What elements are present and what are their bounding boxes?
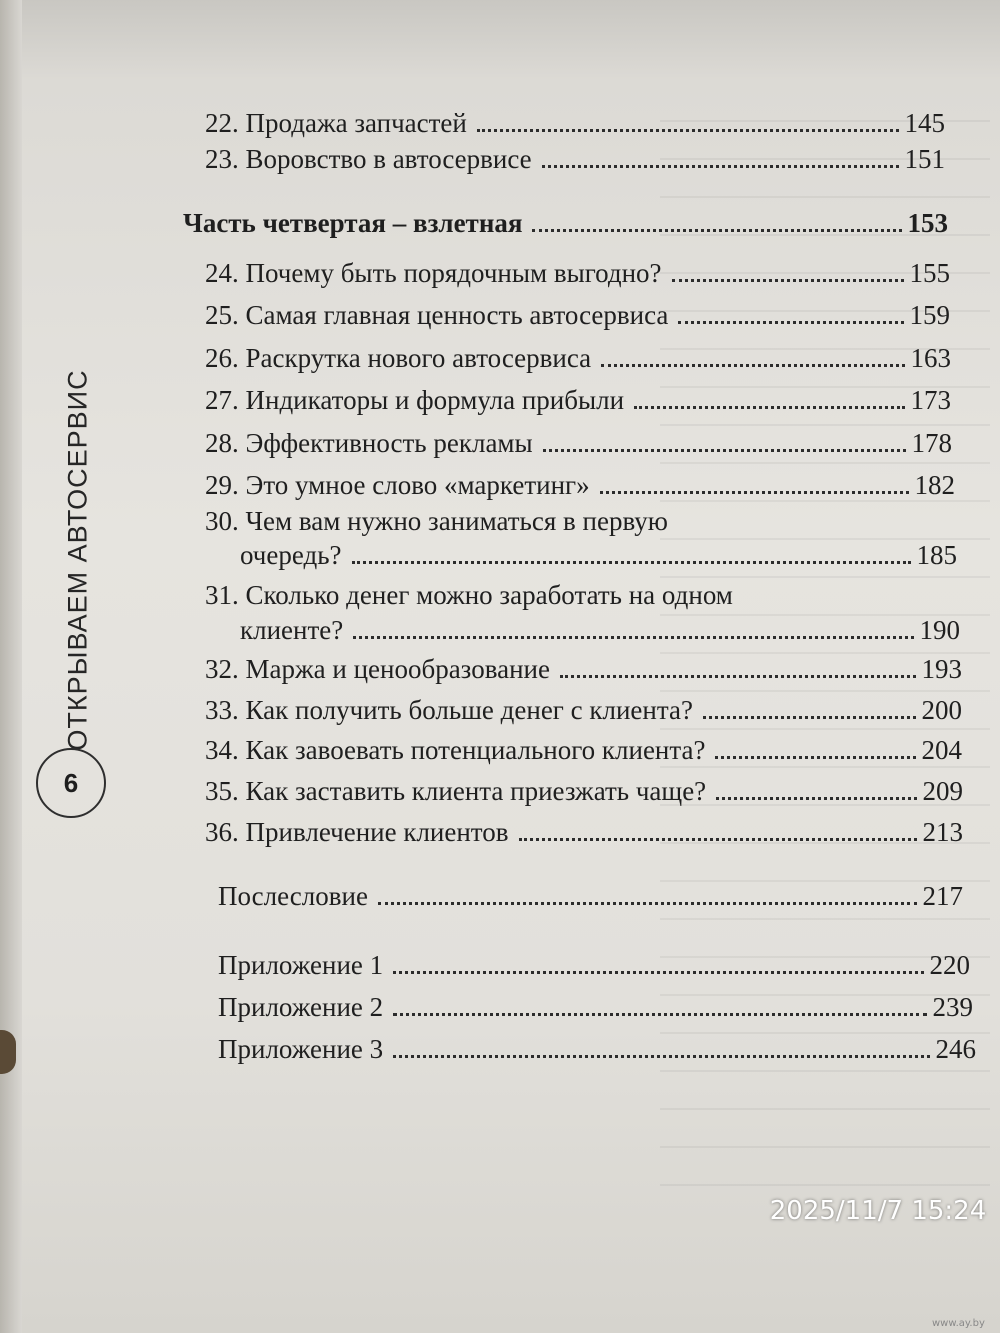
toc-entry-title-line1: 30. Чем вам нужно заниматься в первую bbox=[205, 506, 668, 536]
toc-entry-page: 213 bbox=[922, 817, 963, 847]
toc-leader-dots bbox=[393, 1013, 926, 1016]
toc-entry-page: 200 bbox=[921, 695, 962, 725]
toc-entry-page: 239 bbox=[932, 992, 973, 1022]
site-watermark: www.ay.by bbox=[932, 1318, 985, 1329]
toc-entry-title: 29. Это умное слово «маркетинг» bbox=[205, 470, 590, 500]
toc-leader-dots bbox=[519, 838, 917, 841]
page-number-badge: 6 bbox=[36, 748, 106, 818]
toc-leader-dots bbox=[601, 364, 904, 367]
toc-entry bbox=[240, 542, 957, 569]
toc-entry-page: 151 bbox=[904, 144, 945, 174]
toc-leader-dots bbox=[477, 129, 899, 132]
side-running-title: ОТКРЫВАЕМ АВТОСЕРВИС bbox=[62, 369, 93, 751]
toc-leader-dots bbox=[543, 449, 906, 452]
toc-entry bbox=[205, 778, 963, 805]
toc-leader-dots bbox=[715, 756, 915, 759]
toc-entry-title: 27. Индикаторы и формула прибыли bbox=[205, 385, 625, 415]
toc-entry-page: 182 bbox=[914, 470, 955, 500]
toc-entry-page: 153 bbox=[907, 208, 948, 238]
toc-entry-title: Послесловие bbox=[218, 881, 368, 911]
toc-entry-title: 22. Продажа запчастей bbox=[205, 108, 467, 138]
toc-entry bbox=[205, 387, 951, 414]
toc-entry-page: 246 bbox=[935, 1034, 976, 1064]
toc-entry-title: 24. Почему быть порядочным выгодно? bbox=[205, 258, 662, 288]
toc-entry bbox=[205, 260, 950, 287]
toc-entry-title: 26. Раскрутка нового автосервиса bbox=[205, 343, 592, 373]
toc-entry bbox=[218, 883, 963, 910]
toc-entry-page: 190 bbox=[919, 615, 960, 645]
toc-entry bbox=[205, 146, 945, 173]
toc-leader-dots bbox=[353, 636, 913, 639]
toc-entry-page: 220 bbox=[929, 950, 970, 980]
toc-entry-title-line1: 31. Сколько денег можно заработать на одном bbox=[205, 580, 733, 610]
toc-entry bbox=[205, 737, 962, 764]
toc-entry-title: 23. Воровство в автосервисе bbox=[205, 144, 532, 174]
toc-leader-dots bbox=[542, 165, 899, 168]
toc-leader-dots bbox=[532, 229, 901, 232]
toc-entry bbox=[218, 994, 973, 1021]
toc-entry bbox=[205, 302, 950, 329]
toc-leader-dots bbox=[378, 902, 917, 905]
toc-leader-dots bbox=[703, 716, 916, 719]
toc-entry-page: 145 bbox=[904, 108, 945, 138]
toc-entry-page: 204 bbox=[921, 735, 962, 765]
toc-entry-title: 28. Эффективность рекламы bbox=[205, 428, 533, 458]
toc-part-heading bbox=[183, 210, 948, 237]
toc-entry-page: 178 bbox=[911, 428, 952, 458]
toc-leader-dots bbox=[634, 406, 904, 409]
toc-entry-title: 35. Как заставить клиента приезжать чаще? bbox=[205, 776, 707, 806]
toc-entry bbox=[205, 697, 962, 724]
toc-entry-title: 25. Самая главная ценность автосервиса bbox=[205, 300, 669, 330]
toc-leader-dots bbox=[678, 321, 903, 324]
toc-leader-dots bbox=[393, 1055, 929, 1058]
toc-entry bbox=[205, 472, 955, 499]
toc-entry bbox=[205, 345, 951, 372]
toc-entry bbox=[218, 1036, 976, 1063]
toc-entry-page: 163 bbox=[910, 343, 951, 373]
toc-entry-title: 34. Как завоевать потенциального клиента? bbox=[205, 735, 706, 765]
toc-leader-dots bbox=[716, 797, 916, 800]
toc-entry-title: Приложение 1 bbox=[218, 950, 384, 980]
toc-entry bbox=[205, 110, 945, 137]
toc-entry-title: Приложение 3 bbox=[218, 1034, 384, 1064]
toc-entry-page: 209 bbox=[922, 776, 963, 806]
toc-entry bbox=[240, 617, 960, 644]
toc-entry-page: 159 bbox=[909, 300, 950, 330]
toc-entry-page: 217 bbox=[922, 881, 963, 911]
toc-entry-title: Приложение 2 bbox=[218, 992, 384, 1022]
toc-entry-title: очередь? bbox=[240, 540, 342, 570]
toc-entry-page: 173 bbox=[910, 385, 951, 415]
toc-entry-title: Часть четвертая – взлетная bbox=[183, 208, 523, 238]
toc-entry-title: 32. Маржа и ценообразование bbox=[205, 654, 550, 684]
toc-leader-dots bbox=[672, 279, 904, 282]
toc-entry-title: 33. Как получить больше денег с клиента? bbox=[205, 695, 693, 725]
toc-entry bbox=[218, 952, 970, 979]
toc-entry bbox=[205, 819, 963, 846]
toc-entry bbox=[205, 430, 952, 457]
toc-entry-page: 185 bbox=[916, 540, 957, 570]
toc-entry-title: 36. Привлечение клиентов bbox=[205, 817, 509, 847]
toc-entry-page: 155 bbox=[909, 258, 950, 288]
photo-timestamp: 2025/11/7 15:24 bbox=[769, 1196, 987, 1226]
toc-entry-title: клиенте? bbox=[240, 615, 344, 645]
toc-entry-page: 193 bbox=[921, 654, 962, 684]
toc-leader-dots bbox=[352, 561, 911, 564]
toc-leader-dots bbox=[393, 971, 923, 974]
toc-leader-dots bbox=[560, 675, 916, 678]
toc-entry bbox=[205, 656, 962, 683]
toc-leader-dots bbox=[600, 491, 909, 494]
